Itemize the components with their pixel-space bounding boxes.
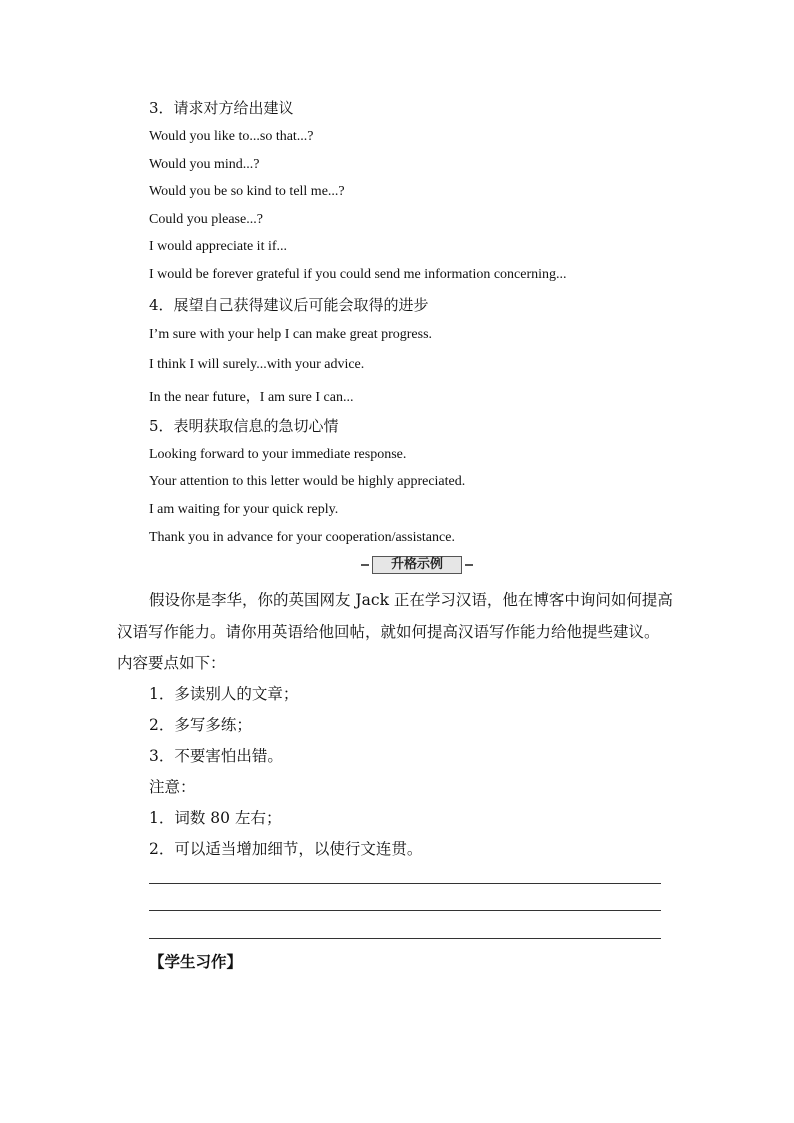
content-point: 3．不要害怕出错。: [149, 747, 283, 765]
student-work-label: 【学生习作】: [149, 952, 243, 971]
phrase-line: Thank you in advance for your cooperation/assistance.: [149, 530, 455, 545]
task-prompt-line: 假设你是李华，你的英国网友 Jack 正在学习汉语，他在博客中询问如何提高: [149, 591, 673, 609]
phrase-line: Would you mind...?: [149, 157, 260, 172]
phrase-line: I would appreciate it if...: [149, 239, 288, 254]
badge-label: 升格示例: [372, 556, 462, 574]
phrase-line: Your attention to this letter would be highly appreciated.: [149, 474, 466, 489]
note-item: 1．词数 80 左右；: [149, 809, 282, 827]
phrase-line: In the near future，I am sure I can...: [149, 390, 354, 405]
phrase-line: I think I will surely...with your advice.: [149, 357, 365, 372]
content-point: 2．多写多练；: [149, 716, 252, 734]
answer-line: [149, 938, 661, 939]
badge-left-rule: [361, 564, 369, 566]
task-prompt-line: 内容要点如下：: [117, 654, 226, 672]
badge-right-rule: [465, 564, 473, 566]
section-badge: [361, 556, 473, 574]
content-point: 1．多读别人的文章；: [149, 685, 299, 703]
notes-label: 注意：: [149, 778, 196, 796]
section-5-heading: 5．表明获取信息的急切心情: [149, 417, 339, 435]
phrase-line: I would be forever grateful if you could send me information concerning...: [149, 267, 567, 282]
phrase-line: Looking forward to your immediate response.: [149, 447, 407, 462]
answer-line: [149, 910, 661, 911]
answer-line: [149, 883, 661, 884]
section-4-heading: 4．展望自己获得建议后可能会取得的进步: [149, 296, 429, 314]
section-3-heading: 3．请求对方给出建议: [149, 99, 294, 117]
phrase-line: Would you like to...so that...?: [149, 129, 314, 144]
note-item: 2．可以适当增加细节，以使行文连贯。: [149, 840, 423, 858]
task-prompt-line: 汉语写作能力。请你用英语给他回帖，就如何提高汉语写作能力给他提些建议。: [117, 623, 660, 641]
phrase-line: Could you please...?: [149, 212, 263, 227]
phrase-line: Would you be so kind to tell me...?: [149, 184, 345, 199]
phrase-line: I’m sure with your help I can make great progress.: [149, 327, 433, 342]
phrase-line: I am waiting for your quick reply.: [149, 502, 339, 517]
